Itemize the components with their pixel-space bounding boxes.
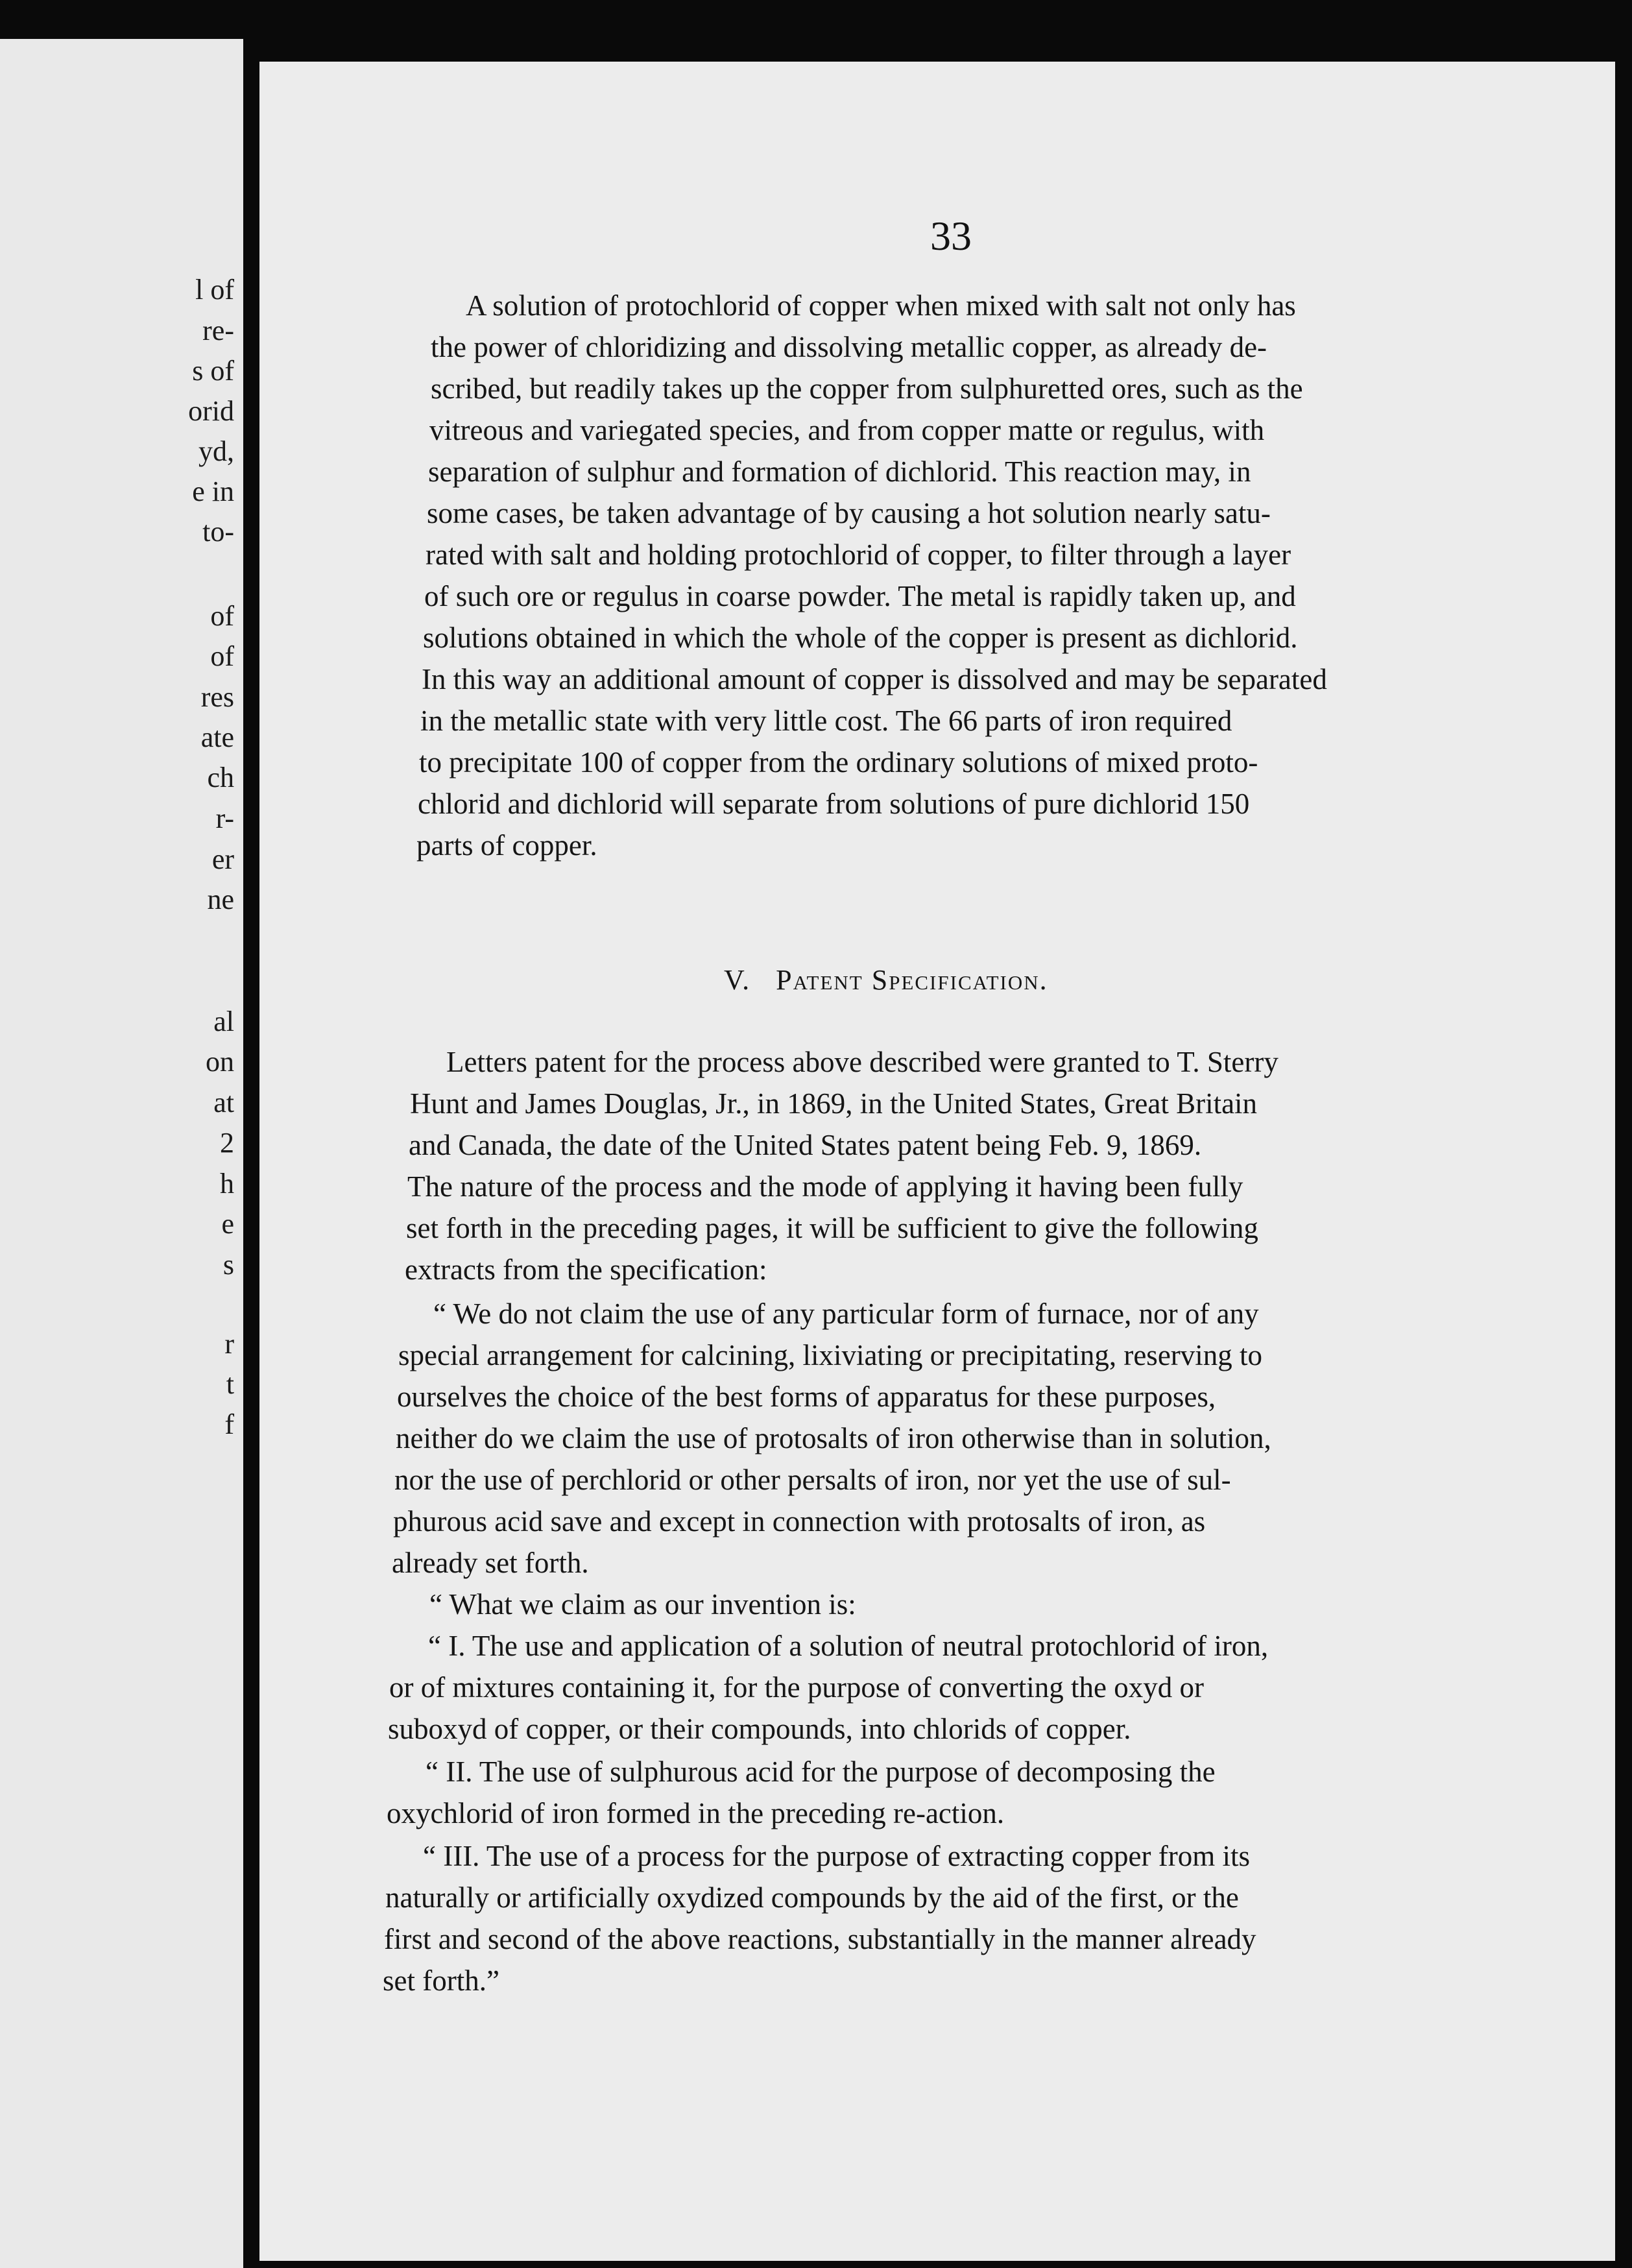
text-line: the power of chloridizing and dissolving metallic copper, as already de- [431,331,1267,363]
text-line: Letters patent for the process above described were granted to T. Sterry [446,1046,1278,1078]
text-line: “ I. The use and application of a solution of neutral protochlorid of iron, [428,1630,1269,1662]
text-line: ourselves the choice of the best forms of apparatus for these purposes, [397,1381,1216,1413]
left-fragment: to- [202,516,234,548]
text-line: phurous acid save and except in connection with protosalts of iron, as [393,1505,1206,1538]
text-line: set forth in the preceding pages, it will be sufficient to give the following [406,1212,1258,1244]
left-fragment: r- [215,802,234,834]
text-line: “ We do not claim the use of any particular form of furnace, nor of any [433,1297,1259,1330]
left-fragment: re- [202,315,234,346]
text-line: scribed, but readily takes up the copper from sulphuretted ores, such as the [431,372,1303,405]
text-line: special arrangement for calcining, lixiviating or precipitating, reserving to [398,1339,1263,1371]
left-fragment: on [206,1046,234,1078]
heading-title: Patent Specification. [776,964,1048,996]
left-fragment: f [224,1408,234,1440]
text-line: chlorid and dichlorid will separate from solutions of pure dichlorid 150 [418,788,1250,820]
text-line: of such ore or regulus in coarse powder. The metal is rapidly taken up, and [424,580,1296,612]
left-fragment: s [222,1249,234,1281]
page-number: 33 [930,213,972,259]
text-line: and Canada, the date of the United States patent being Feb. 9, 1869. [409,1129,1202,1161]
left-fragment: of [210,600,234,632]
text-line: Hunt and James Douglas, Jr., in 1869, in the United States, Great Britain [410,1087,1258,1120]
text-line: in the metallic state with very little cost. The 66 parts of iron required [420,705,1232,737]
text-line: separation of sulphur and formation of dichlorid. This reaction may, in [428,455,1251,488]
left-fragment: ch [207,762,234,793]
left-fragment: s of [192,355,234,387]
text-line: neither do we claim the use of protosalts of iron otherwise than in solution, [396,1422,1271,1454]
left-fragment: l of [195,274,234,306]
text-line: extracts from the specification: [405,1253,767,1286]
text-line: naturally or artificially oxydized compounds by the aid of the first, or the [385,1881,1239,1914]
text-line: first and second of the above reactions, substantially in the manner already [384,1923,1256,1955]
text-line: oxychlorid of iron formed in the preceding re-action. [387,1797,1005,1829]
left-fragment: orid [188,395,234,427]
text-line: “ What we claim as our invention is: [429,1588,856,1621]
text-line: nor the use of perchlorid or other persalts of iron, nor yet the use of sul- [394,1464,1231,1496]
left-fragment: t [226,1368,234,1400]
text-line: or of mixtures containing it, for the purpose of converting the oxyd or [389,1671,1204,1704]
left-fragment: h [220,1168,234,1200]
text-line: solutions obtained in which the whole of the copper is present as dichlorid. [423,621,1298,654]
left-fragment: e [221,1208,234,1240]
text-line: “ II. The use of sulphurous acid for the purpose of decomposing the [426,1755,1216,1788]
left-page-edge [0,39,243,2268]
text-line: In this way an additional amount of copper is dissolved and may be separated [422,663,1327,695]
text-line: suboxyd of copper, or their compounds, into chlorids of copper. [388,1713,1131,1745]
left-fragment: r [224,1328,234,1360]
left-fragment: e in [192,476,234,507]
text-line: rated with salt and holding protochlorid of copper, to filter through a layer [426,538,1291,571]
left-fragment: er [211,843,234,875]
section-heading [724,963,1048,996]
text-line: set forth.” [383,1964,499,1997]
heading-numeral: V. [724,964,751,996]
text-line: The nature of the process and the mode of applying it having been fully [407,1170,1243,1203]
left-fragment: al [213,1006,234,1037]
text-line: A solution of protochlorid of copper when mixed with salt not only has [466,289,1296,322]
text-line: already set forth. [392,1547,589,1579]
left-fragment: yd, [198,435,234,467]
text-line: parts of copper. [416,829,597,862]
left-fragment: ne [207,884,234,915]
book-page [259,62,1615,2261]
left-fragment: at [213,1087,234,1118]
left-fragment: ate [200,721,234,753]
left-fragment: of [210,640,234,672]
text-line: vitreous and variegated species, and from copper matte or regulus, with [429,414,1265,446]
left-fragment: 2 [220,1127,234,1159]
left-fragment: res [200,681,234,713]
text-line: some cases, be taken advantage of by causing a hot solution nearly satu- [427,497,1271,529]
text-line: “ III. The use of a process for the purpose of extracting copper from its [423,1840,1250,1872]
text-line: to precipitate 100 of copper from the ordinary solutions of mixed proto- [419,746,1258,778]
